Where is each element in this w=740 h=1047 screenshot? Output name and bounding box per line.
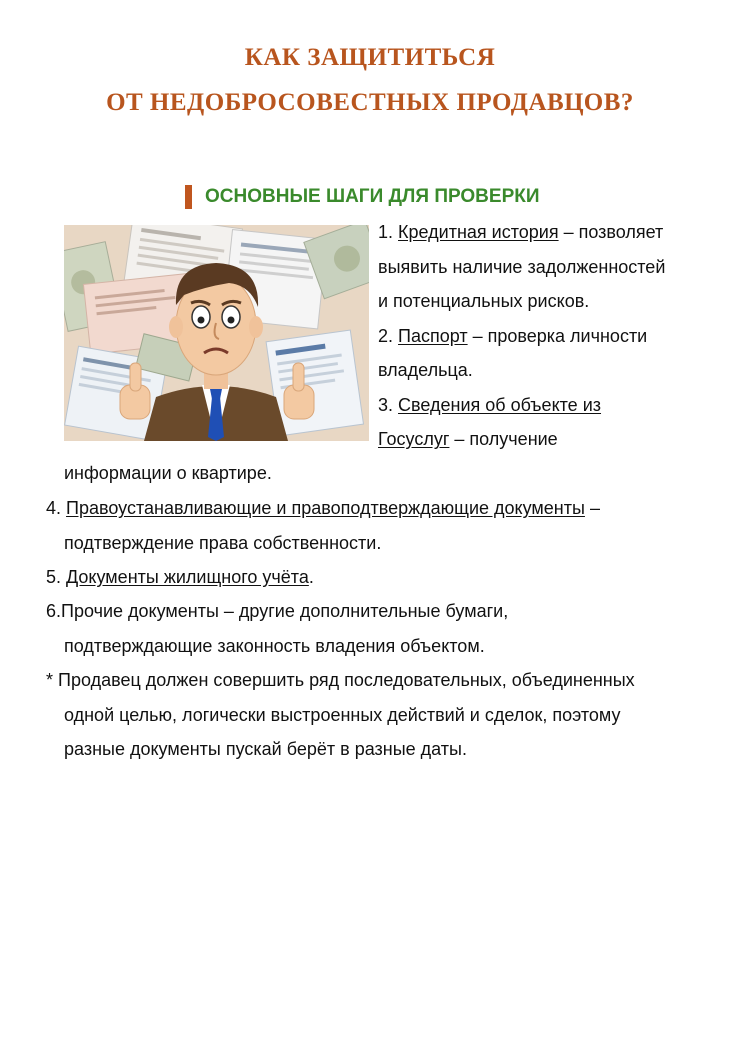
step-3-link[interactable]: Сведения об объекте из (398, 395, 602, 415)
step-2-text: – проверка личности (467, 326, 648, 346)
step-6-cont: подтверждающие законность владения объектом. (64, 636, 485, 656)
section-marker (185, 185, 192, 209)
step-1-cont-2: и потенциальных рисков. (378, 291, 590, 311)
step-1 (378, 221, 663, 243)
note-line-2: одной целью, логически выстроенных действий и сделок, поэтому (64, 705, 621, 725)
step-5 (46, 566, 314, 588)
worried-man-documents-illustration (64, 225, 369, 441)
step-3-cont-2: информации о квартире. (64, 463, 272, 483)
step-2-number: 2. (378, 326, 394, 346)
note-line-1: * Продавец должен совершить ряд последовательных, объединенных (46, 670, 635, 690)
step-3 (378, 394, 601, 416)
step-4-cont: подтверждение права собственности. (64, 533, 382, 553)
step-4-text: – (584, 498, 600, 518)
step-6 (46, 600, 508, 622)
step-3-text: – получение (449, 429, 558, 449)
step-4-number: 4. (46, 498, 62, 518)
step-1-text: – позволяет (558, 222, 664, 242)
step-5-link[interactable]: Документы жилищного учёта (66, 567, 309, 587)
step-5-text: . (308, 567, 314, 587)
section-heading-text: ОСНОВНЫЕ ШАГИ ДЛЯ ПРОВЕРКИ (205, 186, 540, 207)
step-4 (46, 497, 600, 519)
step-1-cont-1: выявить наличие задолженностей (378, 257, 666, 277)
step-1-link[interactable]: Кредитная история (398, 222, 559, 242)
section-heading (185, 183, 540, 211)
step-6-number: 6. (46, 601, 62, 621)
page-title-line-1: КАК ЗАЩИТИТЬСЯ (244, 44, 496, 71)
step-2 (378, 325, 647, 347)
step-2-cont: владельца. (378, 360, 473, 380)
step-6-text: Прочие документы – другие дополнительные бумаги, (61, 601, 509, 621)
step-2-link[interactable]: Паспорт (398, 326, 468, 346)
step-3-cont-1 (378, 428, 558, 450)
page-title-line-2: ОТ НЕДОБРОСОВЕСТНЫХ ПРОДАВЦОВ? (106, 89, 634, 116)
step-5-number: 5. (46, 567, 62, 587)
note-line-3: разные документы пускай берёт в разные даты. (64, 739, 467, 759)
step-3-number: 3. (378, 395, 394, 415)
step-4-link[interactable]: Правоустанавливающие и правоподтверждающие документы (66, 498, 585, 518)
step-1-number: 1. (378, 222, 394, 242)
step-3-link-2[interactable]: Госуслуг (378, 429, 450, 449)
